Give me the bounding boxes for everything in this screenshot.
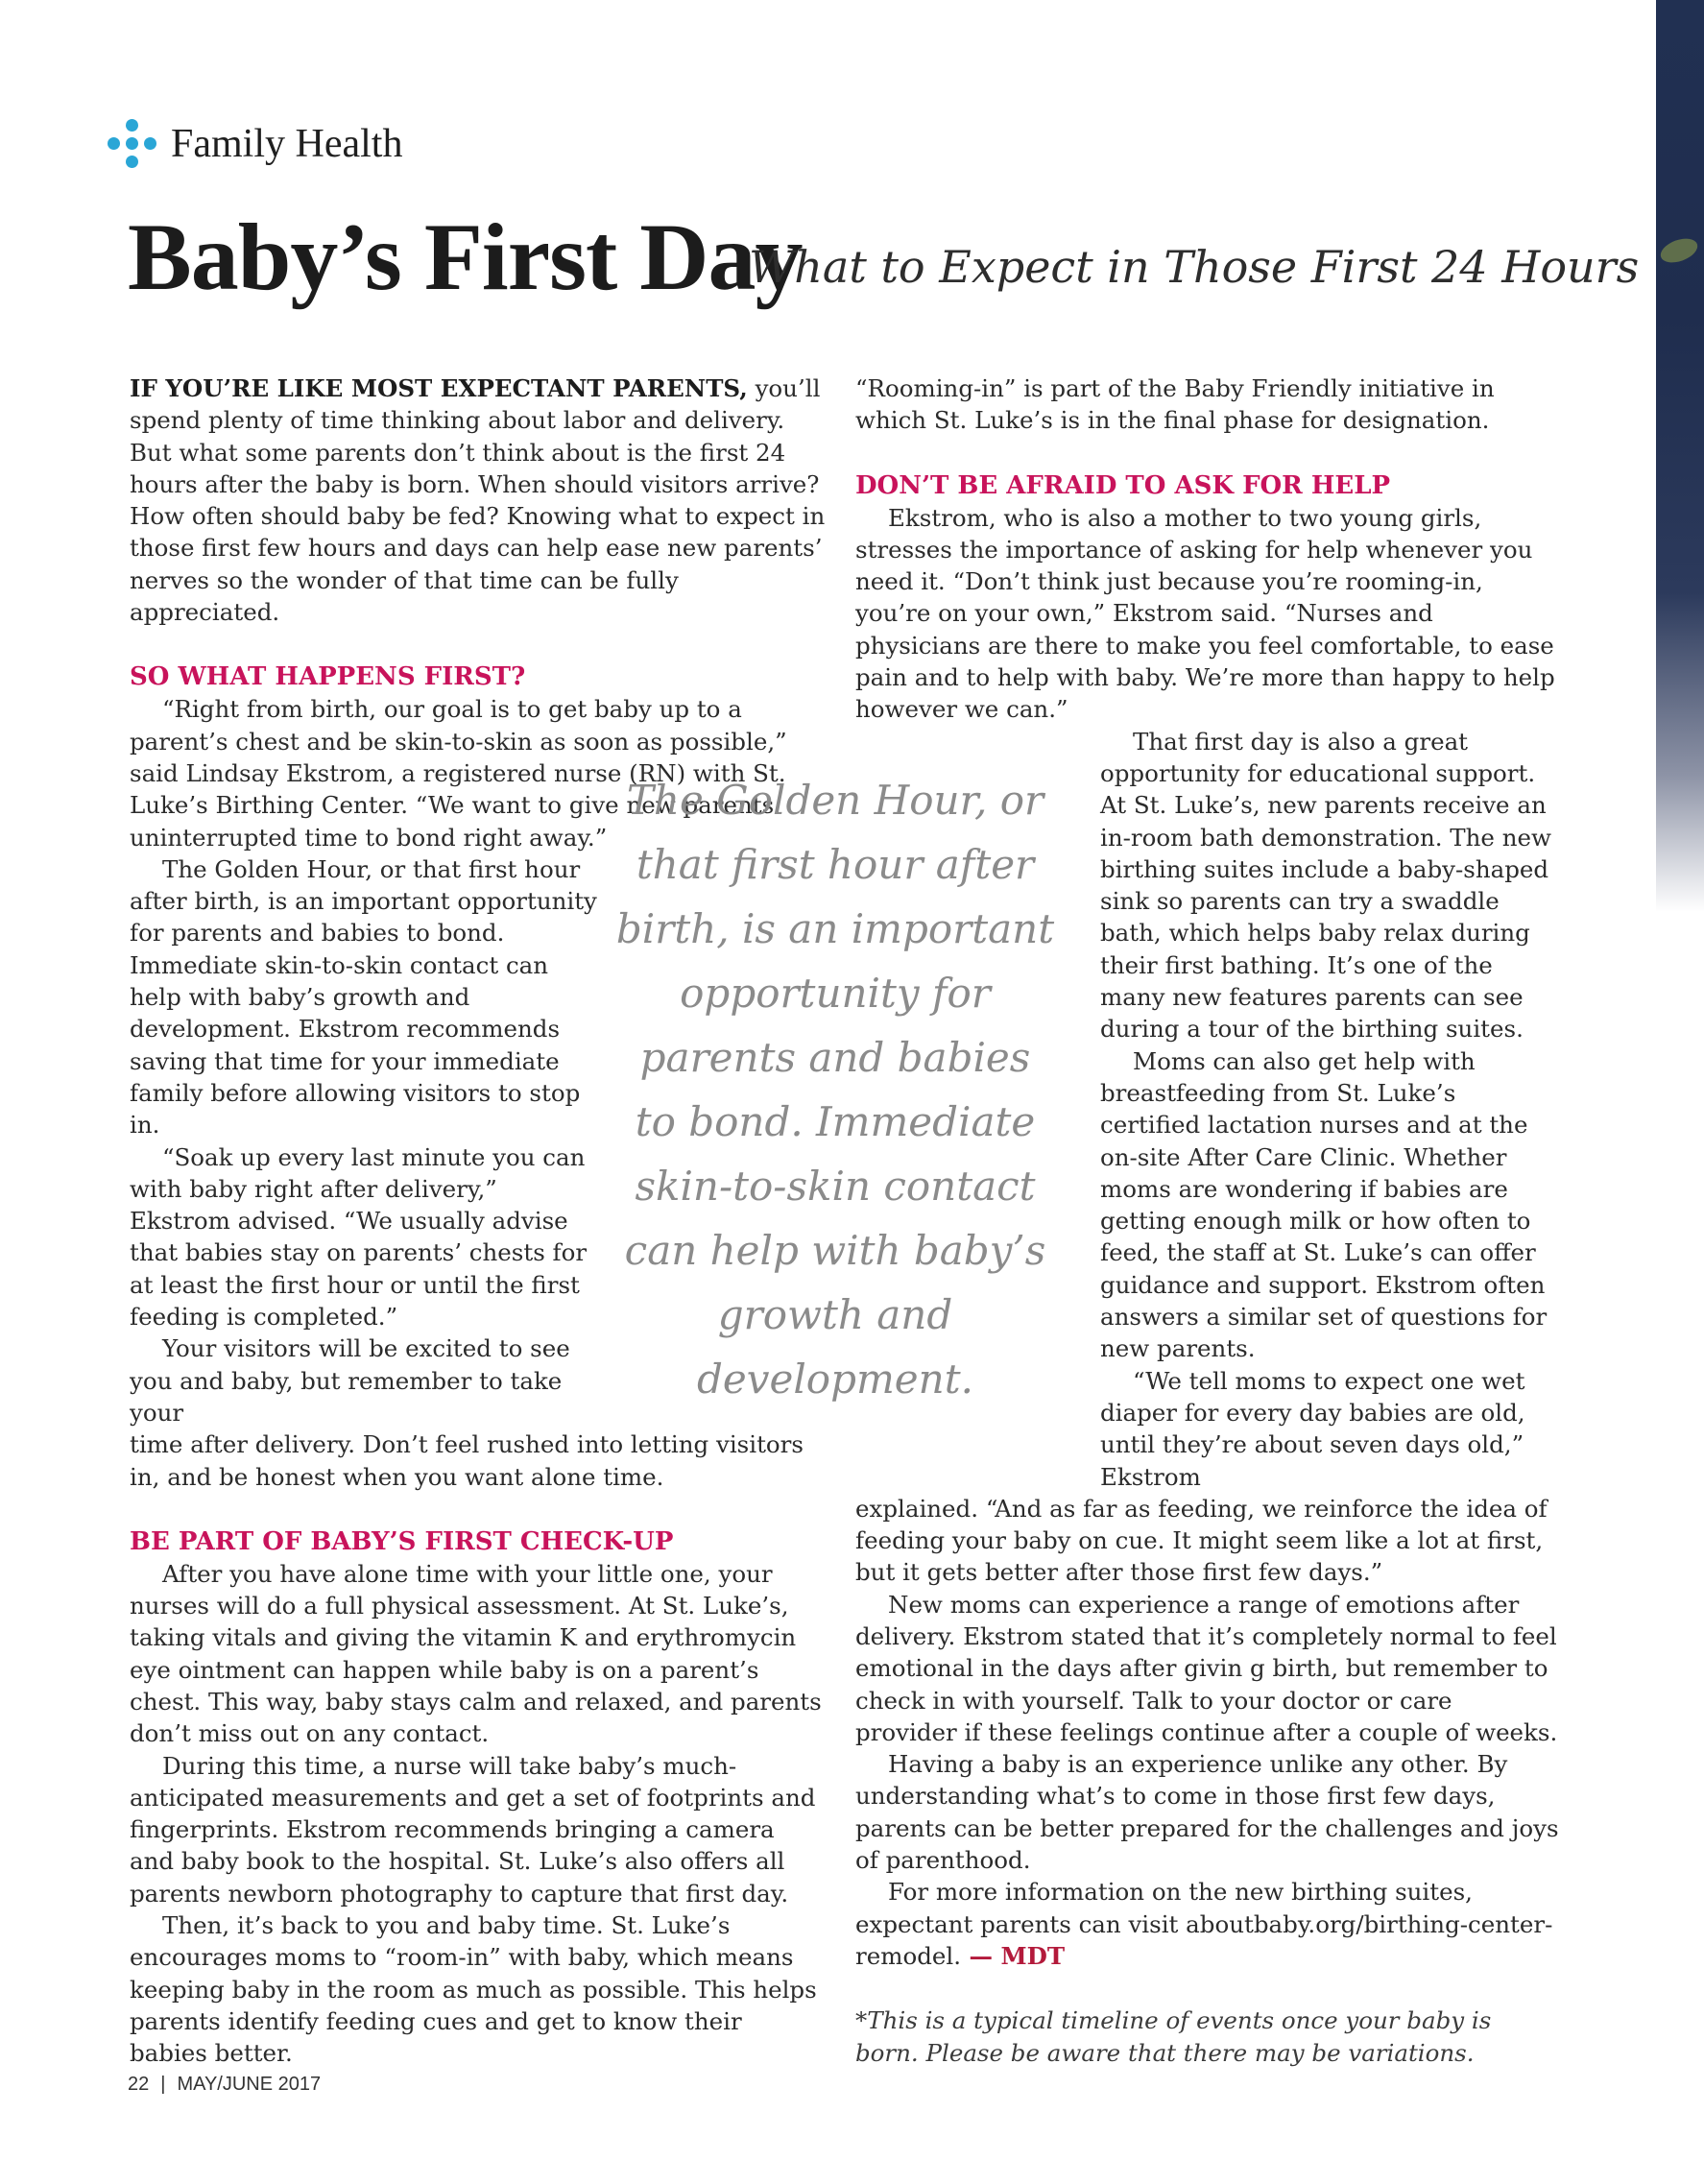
paragraph: Then, it’s back to you and baby time. St. Luke’s encourages moms to “room-in” with baby, which means keeping baby in the room as much as possible. This helps parents identify feeding cues and get to know their babies better. <box>130 1911 817 2068</box>
paragraph: Ekstrom, who is also a mother to two young girls, stresses the importance of asking for help whenever you need it. “Don’t think just because you’re rooming-in, you’re on your own,” Ekstrom said. “Nurses and physicians are there to make you feel comfortable, to ease pain and to help with baby. We’re more than happy to help however we can.” <box>855 503 1555 724</box>
paragraph: explained. “And as far as feeding, we reinforce the idea of feeding your baby on cue. It might seem like a lot at first, but it gets better after those first few days.” <box>855 1494 1548 1587</box>
section-label: Family Health <box>171 122 403 166</box>
narrow-block <box>1100 726 1561 1493</box>
paragraph: Your visitors will be excited to see you and baby, but remember to take your <box>130 1334 570 1427</box>
issue-date: MAY/JUNE 2017 <box>177 2074 322 2095</box>
paragraph: “Right from birth, our goal is to get baby up to a parent’s chest and be skin-to-skin as soon as possible,” said Lindsay Ekstrom, a registered nurse (RN) with St. Luke’s Birthing Center. “We want to give new parents uninterrupted time to bond right away.” <box>130 695 787 852</box>
plus-dots-icon <box>108 119 157 169</box>
intro-lead: IF YOU’RE LIKE MOST EXPECTANT PARENTS, <box>130 374 748 402</box>
page-number: 22 <box>128 2074 150 2095</box>
paragraph: After you have alone time with your little one, your nurses will do a full physical assessment. At St. Luke’s, taking vitals and giving the vitamin K and erythromycin eye ointment can happen while baby is on a parent’s chest. This way, baby stays calm and relaxed, and parents don’t miss out on any contact. <box>130 1559 822 1748</box>
paragraph: “Rooming-in” is part of the Baby Friendly initiative in which St. Luke’s is in the final phase for designation. <box>855 374 1495 435</box>
paragraph: “Soak up every last minute you can with baby right after delivery,” Ekstrom advised. “We usually advise that babies stay on parents’ chests for at least the first hour or until the first feeding is completed.” <box>130 1142 588 1332</box>
heading-first-check-up: BE PART OF BABY’S FIRST CHECK-UP <box>130 1526 674 1556</box>
closing-paragraph <box>855 1876 1561 1972</box>
paragraph: During this time, a nurse will take baby’s much-anticipated measurements and get a set of footprints and fingerprints. Ekstrom recommends bringing a camera and baby book to the hospital. St. Luke’s also offers all parents newborn photography to capture that first day. <box>130 1751 816 1908</box>
pull-quote: The Golden Hour, or that first hour after birth, is an important opportunity for parents and babies to bond. Immediate skin-to-skin contact can help with baby’s growth and development. <box>615 777 1055 1403</box>
page-title: Baby’s First Day <box>128 204 803 310</box>
intro-paragraph <box>130 372 826 628</box>
heading-what-happens-first: SO WHAT HAPPENS FIRST? <box>130 662 526 692</box>
author-signoff: — MDT <box>961 1941 1066 1970</box>
paragraph: The Golden Hour, or that first hour after birth, is an important opportunity for parents and babies to bond. Immediate skin-to-skin contact can help with baby’s growth and development. Ekstrom recommends saving that time for your immediate family before allowing visitors to stop in. <box>130 854 597 1140</box>
paragraph: That first day is also a great opportunity for educational support. At St. Luke’s, new parents receive an in-room bath demonstration. The new birthing suites include a baby-shaped sink so parents can try a swaddle bath, which helps baby relax during their first bathing. It’s one of the many new features parents can see during a tour of the birthing suites. <box>1100 727 1551 1044</box>
paragraph: Having a baby is an experience unlike any other. By understanding what’s to come in those first few days, parents can be better prepared for the challenges and joys of parenthood. <box>855 1750 1559 1875</box>
paragraph: Moms can also get help with breastfeeding from St. Luke’s certified lactation nurses and at the on-site After Care Clinic. Whether moms are wondering if babies are getting enough milk or how often to feed, the staff at St. Luke’s can offer guidance and support. Ekstrom often answers a similar set of questions for new parents. <box>1100 1046 1548 1363</box>
paragraph: New moms can experience a range of emotions after delivery. Ekstrom stated that it’s completely normal to feel emotional in the days after givin g birth, but remember to check in with yourself. Talk to your doctor or care provider if these feelings continue after a couple of weeks. <box>855 1590 1558 1746</box>
paragraph: time after delivery. Don’t feel rushed into letting visitors in, and be honest when you want alone time. <box>130 1430 804 1491</box>
narrow-block <box>130 853 600 1428</box>
paragraph: “We tell moms to expect one wet diaper for every day babies are old, until they’re about seven days old,” Ekstrom <box>1100 1366 1525 1491</box>
edge-photo <box>1656 0 1704 912</box>
intro-text: you’ll spend plenty of time thinking about labor and delivery. But what some parents don’t think about is the first 24 hours after the baby is born. When should visitors arrive? How often should baby be fed? Knowing what to expect in those first few hours and days can help ease new parents’ nerves so the wonder of that time can be fully appreciated. <box>130 374 826 627</box>
footer-separator: | <box>160 2074 166 2095</box>
paragraph-text: For more information on the new birthing suites, expectant parents can visit aboutbaby.org/birthing-center-remodel. <box>855 1878 1553 1970</box>
heading-ask-for-help: DON’T BE AFRAID TO ASK FOR HELP <box>855 470 1391 500</box>
page-subtitle: What to Expect in Those First 24 Hours <box>749 241 1640 293</box>
leaf-shape <box>1657 234 1700 267</box>
section-tag <box>108 117 402 171</box>
page-footer <box>128 2074 321 2096</box>
timeline-note: *This is a typical timeline of events once your baby is born. Please be aware that there may be variations. <box>855 2006 1492 2067</box>
